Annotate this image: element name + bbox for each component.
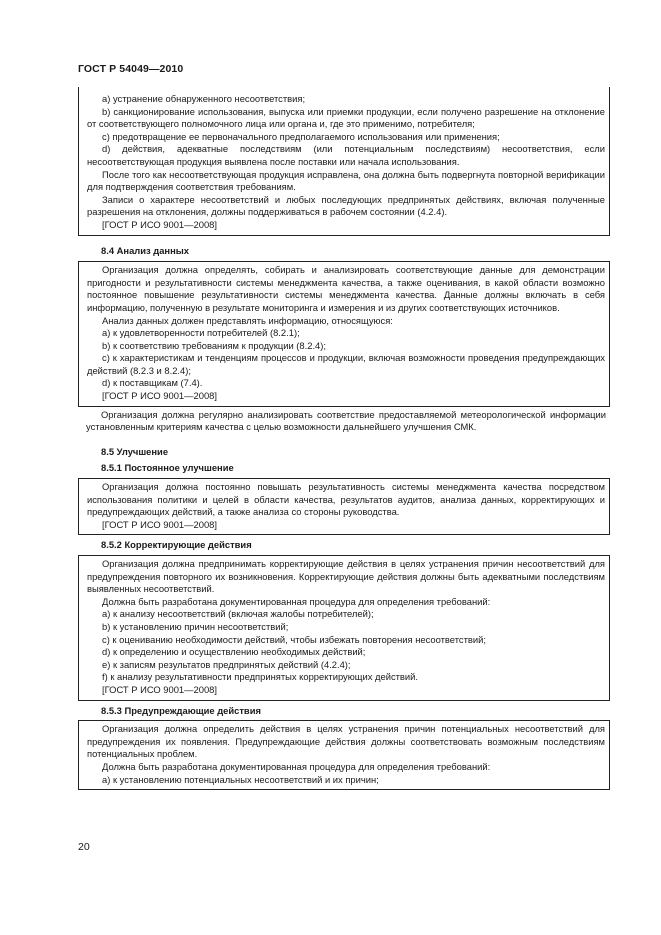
source-reference: [ГОСТ Р ИСО 9001—2008] <box>102 390 217 402</box>
list-item: a) к удовлетворенности потребителей (8.2.1); <box>102 327 300 339</box>
paragraph: Должна быть разработана документированная процедура для определения требований: <box>102 760 491 772</box>
paragraph: Организация должна постоянно повышать результативность системы менеджмента качества посредством использования политики и целей в области качества, результатов аудитов, анализа данных, корректирующих и предупреждающих действий, а также анализа со стороны руководства. <box>87 481 605 518</box>
list-item: e) к записям результатов предпринятых действий (4.2.4); <box>102 658 351 670</box>
section-heading-8-4: 8.4 Анализ данных <box>101 244 189 256</box>
list-item: d) действия, адекватные последствиям (или потенциальным последствиям) несоответствия, если несоответствующая продукция выявлена после поставки или начала использования. <box>87 143 605 167</box>
page-number: 20 <box>78 841 90 853</box>
section-heading-8-5: 8.5 Улучшение <box>101 445 169 457</box>
list-item: c) к характеристикам и тенденциям процессов и продукции, включая возможности проведения предупреждающих действий (8.2.3 и 8.2.4); <box>87 352 605 376</box>
national-note-8-4 <box>78 407 610 437</box>
paragraph: После того как несоответствующая продукция исправлена, она должна быть подвергнута повторной верификации для подтверждения соответствия требованиям. <box>87 168 605 193</box>
section-heading-8-5-1: 8.5.1 Постоянное улучшение <box>101 462 234 474</box>
list-item: a) устранение обнаруженного несоответствия; <box>102 93 306 104</box>
list-item: b) к соответствию требованиям к продукции (8.2.4); <box>102 339 326 351</box>
list-item: c) предотвращение ее первоначального предполагаемого использования или применения; <box>102 130 500 142</box>
page-content <box>78 87 610 790</box>
paragraph: Должна быть разработана документированная процедура для определения требований: <box>102 595 491 607</box>
section-heading-8-5-2: 8.5.2 Корректирующие действия <box>101 539 252 551</box>
list-item: a) к анализу несоответствий (включая жалобы потребителей); <box>102 608 374 620</box>
paragraph: Организация должна предпринимать корректирующие действия в целях устранения причин несоответствий для предупреждения повторного их возникновения. Корректирующие действия должны быть адекватными последствиям выявленных несоответствий. <box>87 558 605 595</box>
paragraph: Организация должна определять, собирать и анализировать соответствующие данные для демонстрации пригодности и результативности системы менеджмента качества, а также оценивания, в какой области возможно постоянное повышение результативности системы менеджмента качества. Данные должны включать в себя информацию, полученную в результате мониторинга и измерения и из других соответствующих источников. <box>87 264 605 313</box>
standard-id-header: ГОСТ Р 54049—2010 <box>78 63 184 75</box>
source-reference: [ГОСТ Р ИСО 9001—2008] <box>102 683 217 695</box>
source-reference: [ГОСТ Р ИСО 9001—2008] <box>102 218 217 230</box>
list-item: b) санкционирование использования, выпуска или приемки продукции, если получено разрешение на отклонение от соответствующего полномочного лица или органа и, где это применимо, потребителя; <box>87 105 605 130</box>
paragraph: Организация должна регулярно анализировать соответствие предоставляемой метеорологической информации установленным критериям качества с целью возможности дальнейшего улучшения СМК. <box>86 408 606 433</box>
list-item: d) к поставщикам (7.4). <box>102 377 203 389</box>
paragraph: Анализ данных должен представлять информацию, относящуюся: <box>102 314 393 326</box>
section-heading-8-5-3: 8.5.3 Предупреждающие действия <box>101 704 261 716</box>
list-item: b) к установлению причин несоответствий; <box>102 620 289 632</box>
source-reference: [ГОСТ Р ИСО 9001—2008] <box>102 518 217 530</box>
list-item: c) к оцениванию необходимости действий, чтобы избежать повторения несоответствий; <box>102 633 486 645</box>
list-item: a) к установлению потенциальных несоответствий и их причин; <box>102 773 379 785</box>
paragraph: Организация должна определить действия в целях устранения причин потенциальных несоответствий для предупреждения их появления. Предупреждающие действия должны соответствовать возможным последствиям потенциальных проблем. <box>87 723 605 760</box>
quote-box-corrective-action <box>78 555 610 701</box>
list-item: f) к анализу результативности предпринятых корректирующих действий. <box>102 671 418 683</box>
list-item: d) к определению и осуществлению необходимых действий; <box>102 646 366 658</box>
quote-box-preventive-action <box>78 720 610 790</box>
paragraph: Записи о характере несоответствий и любых последующих предпринятых действиях, включая полученные разрешения на отклонения, должны поддерживаться в рабочем состоянии (4.2.4). <box>87 193 605 218</box>
quote-box-continual-improvement <box>78 478 610 535</box>
quote-box-nonconforming-product <box>78 87 610 236</box>
quote-box-data-analysis <box>78 261 610 407</box>
